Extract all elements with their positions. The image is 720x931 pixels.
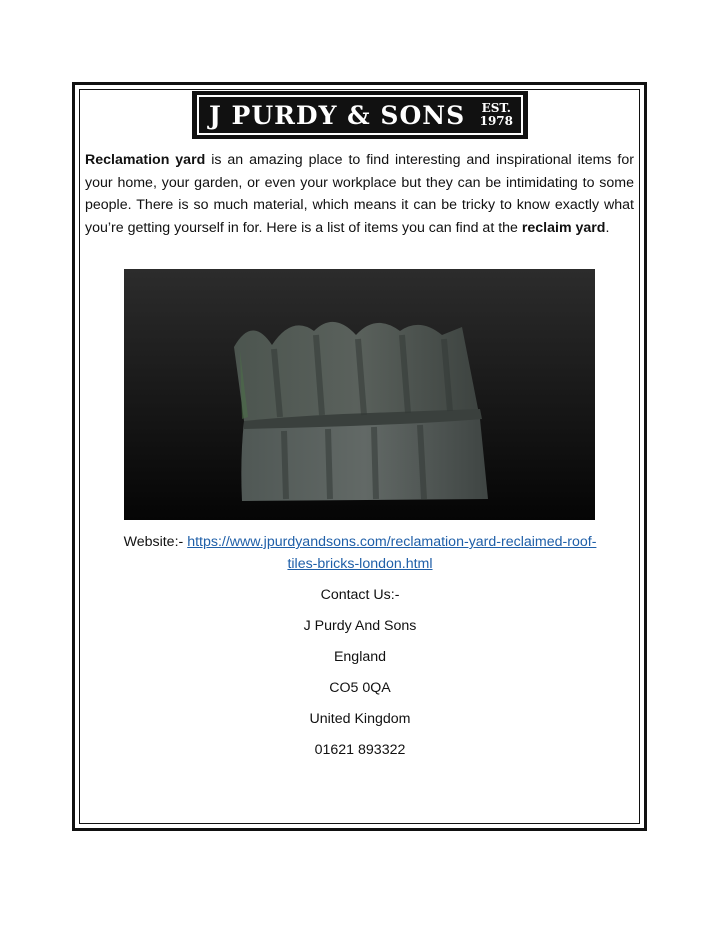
contact-heading: Contact Us:- (320, 587, 400, 603)
contact-postcode: CO5 0QA (329, 680, 391, 696)
contact-company: J Purdy And Sons (303, 618, 417, 634)
website-line (80, 531, 640, 553)
logo-established (480, 102, 513, 128)
contact-phone: 01621 893322 (314, 742, 406, 758)
intro-bold-end: reclaim yard (521, 219, 606, 236)
intro-paragraph (85, 149, 634, 239)
website-label: Website:- (123, 534, 188, 550)
contact-country: United Kingdom (309, 711, 411, 727)
intro-end: . (605, 219, 610, 236)
intro-bold-start: Reclamation yard (85, 152, 206, 168)
logo-frame (197, 95, 523, 135)
roof-tiles-image (124, 269, 595, 520)
website-link-continued[interactable]: tiles-bricks-london.html (287, 556, 433, 572)
logo-name: J PURDY & SONS (209, 100, 466, 130)
website-link[interactable]: https://www.jpurdyandsons.com/reclamation-yard-reclaimed-roof- (187, 534, 597, 550)
company-logo (192, 91, 528, 139)
roof-tiles-photo (124, 269, 595, 520)
intro-text: is an amazing place to find interesting and inspirational items for your home, your garden, or even your workplace but they can be intimidating to some people. There is so much material, which means it can be tricky to know exactly what you’re getting yourself in for. Here is a list of items you can find at the (85, 152, 634, 236)
contact-region: England (333, 649, 387, 665)
logo-est-label: EST. (481, 101, 511, 115)
website-line-2 (80, 553, 640, 575)
logo-est-year: 1978 (479, 114, 513, 128)
